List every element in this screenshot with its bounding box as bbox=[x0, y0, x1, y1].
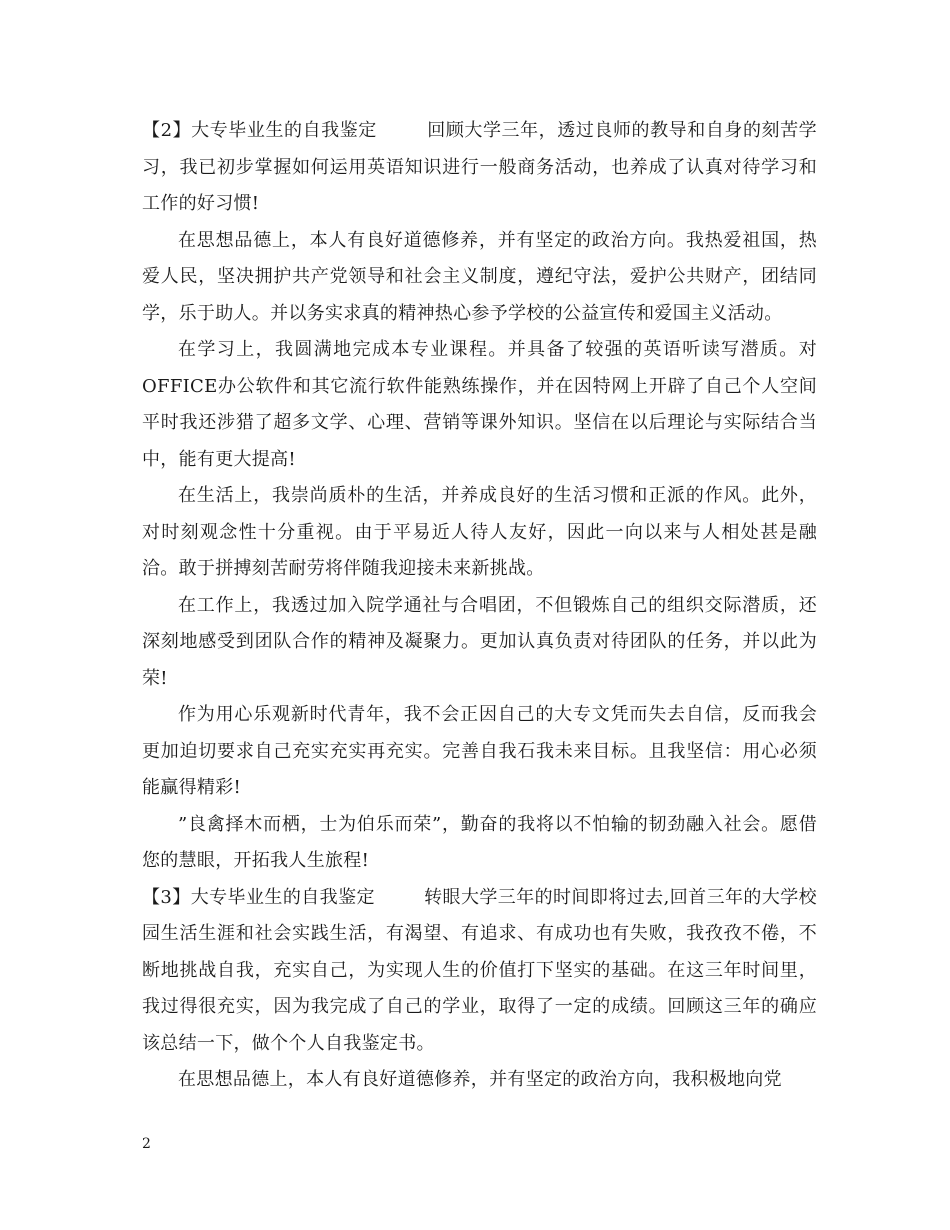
paragraph-moral-character: 在思想品德上，本人有良好道德修养，并有坚定的政治方向。我热爱祖国，热爱人民，坚决拥护共产党领导和社会主义制度，遵纪守法，爱护公共财产，团结同学，乐于助人。并以务实求真的精神热心参予学校的公益宣传和爱国主义活动。 bbox=[142, 229, 817, 324]
paragraph-confidence: 作为用心乐观新时代青年，我不会正因自己的大专文凭而失去自信，反而我会更加迫切要求自己充实充实再充实。完善自我石我未来目标。且我坚信：用心必须能赢得精彩! bbox=[142, 704, 817, 798]
section-2-opening-paragraph bbox=[142, 113, 817, 223]
paragraph-life: 在生活上，我崇尚质朴的生活，并养成良好的生活习惯和正派的作风。此外，对时刻观念性十分重视。由于平易近人待人友好，因此一向以来与人相处甚是融洽。敢于拼搏刻苦耐劳将伴随我迎接未来新挑战。 bbox=[142, 485, 817, 579]
section-3-opening-text: 转眼大学三年的时间即将过去,回首三年的大学校园生活生涯和社会实践生活，有渴望、有追求、有成功也有失败，我孜孜不倦，不断地挑战自我，充实自己，为实现人生的价值打下坚实的基础。在这三年时间里，我过得很充实，因为我完成了自己的学业，取得了一定的成绩。回顾这三年的确应该总结一下，做个个人自我鉴定书。 bbox=[142, 886, 817, 1054]
section-3-heading: 【3】大专毕业生的自我鉴定 bbox=[142, 886, 375, 908]
section-2-heading: 【2】大专毕业生的自我鉴定 bbox=[142, 120, 377, 141]
paragraph-closing-quote: ”良禽择木而栖，士为伯乐而荣”，勤奋的我将以不怕输的韧劲融入社会。愿借您的慧眼，开拓我人生旅程! bbox=[142, 813, 817, 871]
section-3-opening-paragraph bbox=[142, 880, 817, 1063]
section-2-opening-text: 回顾大学三年，透过良师的教导和自身的刻苦学习，我已初步掌握如何运用英语知识进行一般商务活动，也养成了认真对待学习和工作的好习惯! bbox=[142, 120, 817, 214]
paragraph-study: 在学习上，我圆满地完成本专业课程。并具备了较强的英语听读写潜质。对OFFICE办公软件和其它流行软件能熟练操作，并在因特网上开辟了自己个人空间平时我还涉猎了超多文学、心理、营销等课外知识。坚信在以后理论与实际结合当中，能有更大提高! bbox=[142, 339, 817, 470]
document-body bbox=[142, 113, 817, 1099]
paragraph-section-3-moral-character: 在思想品德上，本人有良好道德修养，并有坚定的政治方向，我积极地向党 bbox=[178, 1069, 782, 1090]
paragraph-work: 在工作上，我透过加入院学通社与合唱团，不但锻炼自己的组织交际潜质，还深刻地感受到团队合作的精神及凝聚力。更加认真负责对待团队的任务，并以此为荣! bbox=[142, 594, 817, 689]
page-number: 2 bbox=[142, 1136, 151, 1152]
